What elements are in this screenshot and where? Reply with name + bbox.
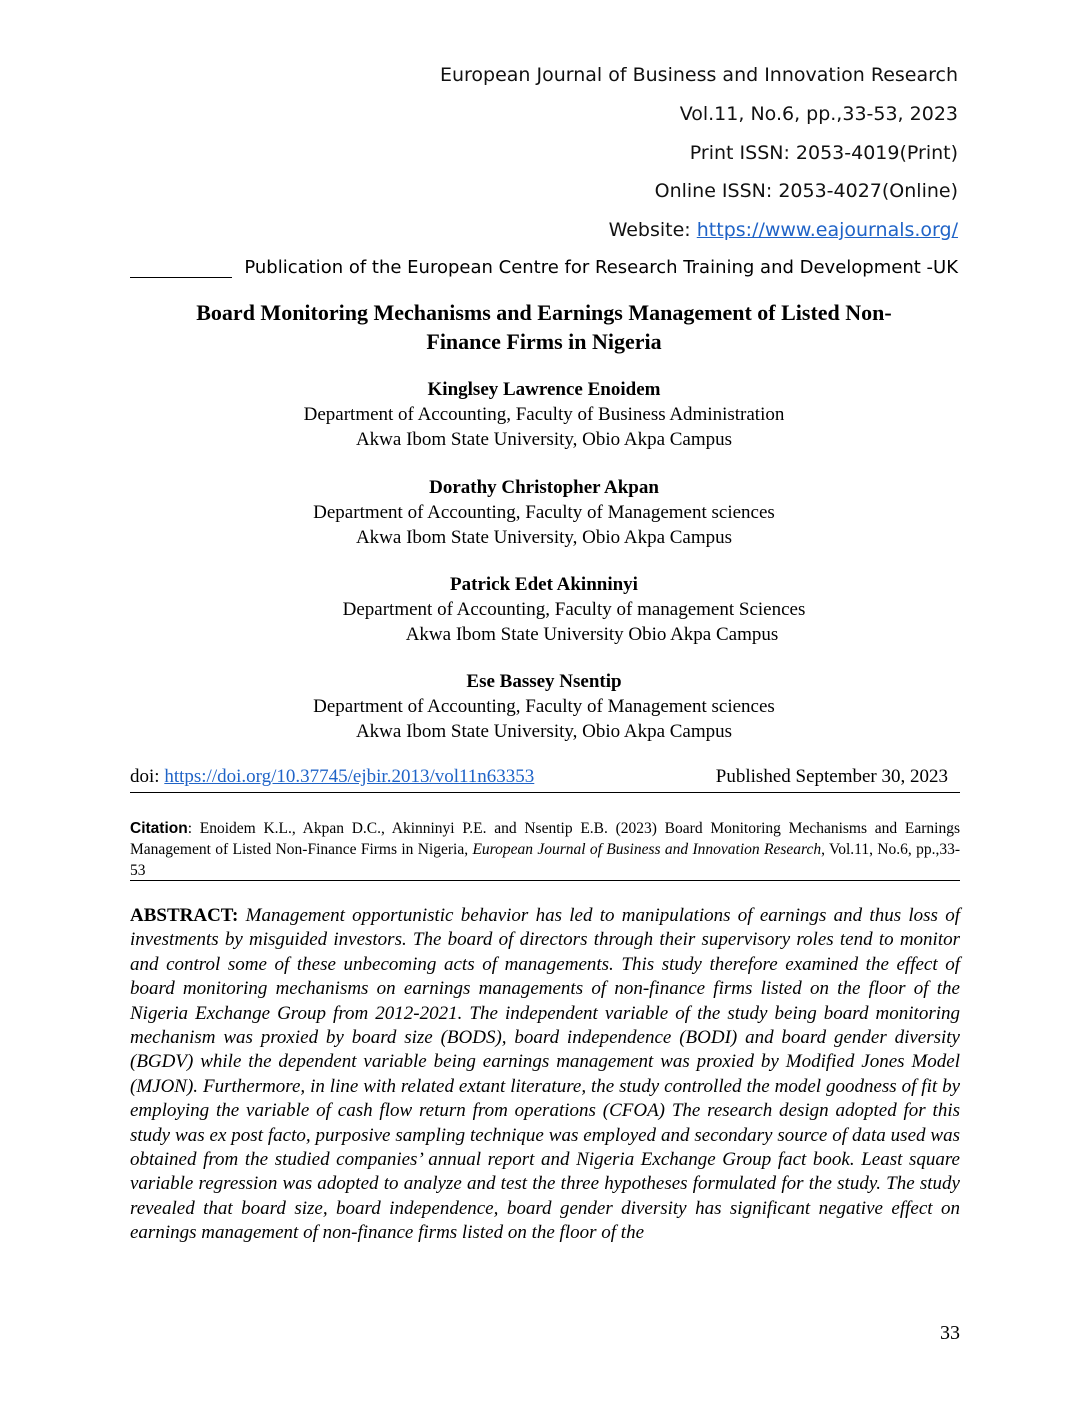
- citation-details: , Vol.11, No.6, pp.,33-53: [130, 841, 960, 879]
- citation-rule: [130, 880, 960, 881]
- author-institution: Akwa Ibom State University Obio Akpa Campus: [405, 624, 779, 645]
- author-department: Department of Accounting, Faculty of Management sciences: [313, 696, 775, 717]
- citation-label: Citation: [130, 820, 188, 837]
- journal-name: European Journal of Business and Innovation Research: [439, 64, 958, 86]
- paper-title-line-1: Board Monitoring Mechanisms and Earnings Management of Listed Non-: [196, 300, 892, 325]
- published-date: Published September 30, 2023: [715, 766, 948, 787]
- abstract: [130, 904, 960, 1246]
- doi-label: doi:: [130, 766, 165, 787]
- doi-link[interactable]: https://doi.org/10.37745/ejbir.2013/vol11n63353: [164, 766, 535, 787]
- author-block-3: [130, 572, 958, 647]
- print-issn: Print ISSN: 2053-4019(Print): [689, 142, 958, 164]
- author-department: Department of Accounting, Faculty of management Sciences: [342, 599, 806, 620]
- author-block-4: [130, 669, 958, 744]
- paper-title: [130, 298, 958, 356]
- author-institution: Akwa Ibom State University, Obio Akpa Campus: [355, 721, 733, 742]
- website-label: Website:: [608, 219, 697, 241]
- author-institution: Akwa Ibom State University, Obio Akpa Campus: [355, 429, 733, 450]
- author-name: Kinglsey Lawrence Enoidem: [427, 379, 661, 400]
- doi: [130, 766, 534, 788]
- author-name: Dorathy Christopher Akpan: [429, 477, 659, 498]
- author-department: Department of Accounting, Faculty of Business Administration: [303, 404, 785, 425]
- doi-rule: [130, 792, 960, 793]
- citation: [130, 818, 960, 881]
- abstract-text: Management opportunistic behavior has led to manipulations of earnings and thus loss of investments by misguided investors. The board of directors through their supervisory roles tend to monitor and control some of these unbecoming acts of managements. This study therefore examined the effect of board monitoring mechanisms on earnings managements of non-finance firms listed on the floor of the Nigeria Exchange Group from 2012-2021. The independent variable of the study being board monitoring mechanism was proxied by board size (BODS), board independence (BODI) and board gender diversity (BGDV) while the dependent variable being earnings management was proxied by Modified Jones Model (MJON). Furthermore, in line with related extant literature, the study controlled the model goodness of fit by employing the variable of cash flow return from operations (CFOA) The research design adopted for this study was ex post facto, purposive sampling technique was employed and secondary source of data used was obtained from the studied companies’ annual report and Nigeria Exchange Group fact book. Least square variable regression was adopted to analyze and test the three hypotheses formulated for the study. The study revealed that board size, board independence, board gender diversity has significant negative effect on earnings management of non-finance firms listed on the floor of the: [130, 905, 960, 1244]
- author-block-2: [130, 475, 958, 550]
- paper-title-line-2: Finance Firms in Nigeria: [426, 329, 662, 354]
- author-name: Ese Bassey Nsentip: [466, 671, 622, 692]
- journal-volume: Vol.11, No.6, pp.,33-53, 2023: [679, 103, 958, 125]
- author-name: Patrick Edet Akinninyi: [450, 574, 638, 595]
- author-block-1: [130, 377, 958, 452]
- abstract-label: ABSTRACT:: [130, 905, 239, 926]
- publisher-line: Publication of the European Centre for Research Training and Development -UK: [244, 257, 958, 278]
- citation-text: : Enoidem K.L., Akpan D.C., Akinninyi P.E. and Nsentip E.B. (2023) Board Monitoring Mechanisms and Earnings Management of Listed Non-Finance Firms in Nigeria,: [130, 820, 960, 858]
- website-line: [609, 219, 958, 241]
- online-issn: Online ISSN: 2053-4027(Online): [654, 180, 958, 202]
- author-department: Department of Accounting, Faculty of Management sciences: [313, 502, 775, 523]
- header-rule: [130, 277, 232, 278]
- page-number: 33: [940, 1322, 960, 1344]
- website-link[interactable]: https://www.eajournals.org/: [696, 219, 958, 241]
- citation-journal: European Journal of Business and Innovation Research: [472, 841, 822, 858]
- author-institution: Akwa Ibom State University, Obio Akpa Campus: [355, 527, 733, 548]
